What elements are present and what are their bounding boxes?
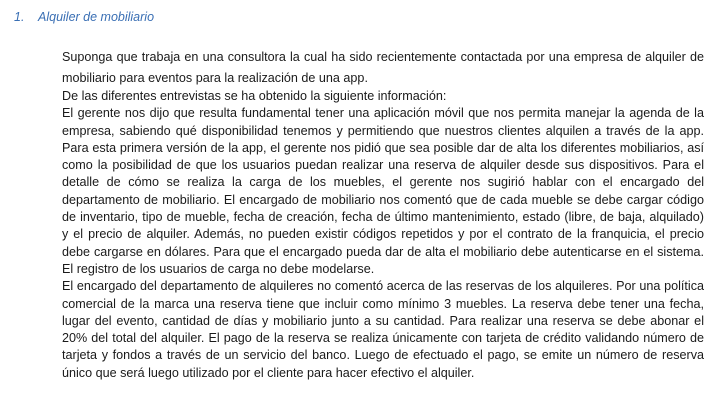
document-body: [62, 47, 704, 382]
interviews-paragraph: De las diferentes entrevistas se ha obtenido la siguiente información:: [62, 89, 447, 103]
manager-paragraph: El gerente nos dijo que resulta fundamental tener una aplicación móvil que nos permita manejar la agenda de la empresa, sabiendo qué disponibilidad tenemos y permitiendo que nuestros clientes alquilen a través de la app. Para esta primera versión de la app, el gerente nos pidió que sea posible dar de alta los diferentes mobiliarios, así como la posibilidad de que los usuarios puedan realizar una reserva de alquiler desde sus dispositivos. Para el detalle de cómo se realiza la carga de los muebles, el gerente nos sugirió hablar con el encargado del departamento de mobiliario. El encargado de mobiliario nos comentó que de cada mueble se debe cargar código de inventario, tipo de mueble, fecha de creación, fecha de último mantenimiento, estado (libre, de baja, alquilado) y el precio de alquiler. Además, no pueden existir códigos repetidos y por el contrato de la franquicia, el precio debe cargarse en dólares. Para que el encargado pueda dar de alta el mobiliario debe autenticarse en el sistema. El registro de los usuarios de carga no debe modelarse.: [62, 106, 704, 276]
section-heading: [14, 10, 154, 24]
section-title: Alquiler de mobiliario: [38, 10, 155, 24]
section-number: 1.: [14, 10, 25, 24]
reservations-paragraph: El encargado del departamento de alquileres no comentó acerca de las reservas de los alquileres. Por una política comercial de la marca una reserva tiene que incluir como mínimo 3 muebles. La reserva debe tener una fecha, lugar del evento, cantidad de días y mobiliario junto a su cantidad. Para realizar una reserva se debe abonar el 20% del total del alquiler. El pago de la reserva se realiza únicamente con tarjeta de crédito validando número de tarjeta y fondos a través de un servicio del banco. Luego de efectuado el pago, se emite un número de reserva único que será luego utilizado por el cliente para hacer efectivo el alquiler.: [62, 279, 704, 380]
intro-paragraph: Suponga que trabaja en una consultora la cual ha sido recientemente contactada por una empresa de alquiler de mobiliario para eventos para la realización de una app.: [62, 50, 704, 85]
